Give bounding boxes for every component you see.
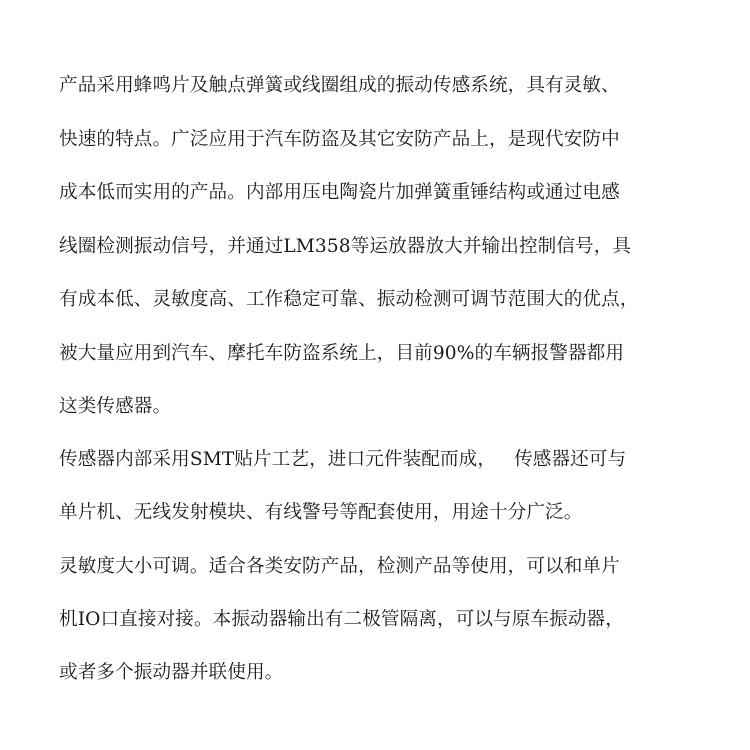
paragraph-1-line-3: 成本低而实用的产品。内部用压电陶瓷片加弹簧重锤结构或通过电感	[59, 182, 620, 203]
paragraph-1-line-2: 快速的特点。广泛应用于汽车防盗及其它安防产品上，是现代安防中	[59, 129, 620, 150]
paragraph-1-line-7: 这类传感器。	[59, 396, 172, 417]
paragraph-1-line-1: 产品采用蜂鸣片及触点弹簧或线圈组成的振动传感系统，具有灵敏、	[59, 75, 620, 96]
paragraph-1-line-4: 线圈检测振动信号，并通过LM358等运放器放大并输出控制信号，具	[59, 236, 632, 257]
paragraph-1-line-6: 被大量应用到汽车、摩托车防盗系统上，目前90%的车辆报警器都用	[59, 343, 625, 364]
paragraph-3-line-2: 机IO口直接对接。本振动器输出有二极管隔离，可以与原车振动器，	[59, 609, 624, 630]
paragraph-1-line-5: 有成本低、灵敏度高、工作稳定可靠、振动检测可调节范围大的优点，	[59, 289, 639, 310]
paragraph-2-line-1: 传感器内部采用SMT贴片工艺，进口元件装配而成， 传感器还可与	[59, 449, 627, 470]
paragraph-3-line-3: 或者多个振动器并联使用。	[59, 662, 284, 683]
paragraph-3-line-1: 灵敏度大小可调。适合各类安防产品，检测产品等使用，可以和单片	[59, 556, 620, 577]
paragraph-2-line-2: 单片机、无线发射模块、有线警号等配套使用，用途十分广泛。	[59, 502, 583, 523]
